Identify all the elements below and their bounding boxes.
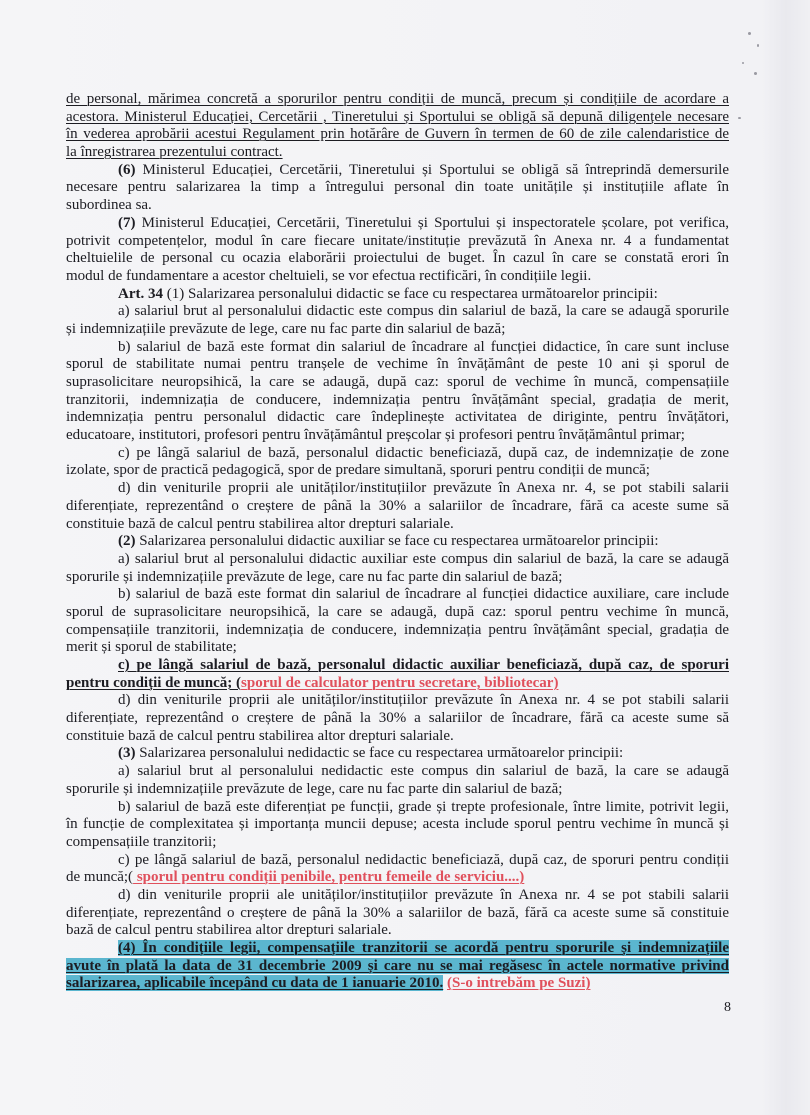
text-line (66, 286, 729, 304)
text-segment: cheltuielile de personal cu ocazia elaborării proiectului de buget. În cazul în care se constată erori în (66, 250, 729, 267)
text-line (66, 657, 729, 675)
text-segment: compensațiile tranzitorii; (66, 833, 217, 850)
text-line (66, 392, 729, 410)
text-line (66, 692, 729, 710)
text-segment: potrivit competențelor, modul în care fiecare unitate/instituție prevăzută în Anexa nr. 4 a fundamentat (66, 232, 729, 249)
text-segment: Ministerul Educației, Cercetării, Tineretului și Sportului se obligă să întreprindă demersurile (135, 161, 729, 178)
text-line (66, 91, 729, 109)
text-line (66, 869, 729, 887)
text-line (66, 710, 729, 728)
bold-text: Art. 34 (118, 285, 163, 302)
text-line (66, 922, 729, 940)
text-segment: bază de calcul pentru stabilirea altor drepturi salariale. (66, 922, 392, 939)
text-segment: subordinea sa. (66, 197, 152, 214)
text-line (66, 975, 729, 993)
text-segment: în funcție de complexitatea și importanța muncii depuse; acesta include sporul pentru vechime în muncă și (66, 816, 729, 833)
text-segment: Salarizarea personalului didactic auxiliar se face cu respectarea următoarelor principii: (135, 533, 659, 550)
text-line (66, 109, 729, 127)
text-line (66, 215, 729, 233)
text-line (66, 179, 729, 197)
highlighted-text: avute în plată la data de 31 decembrie 2009 și care nu se mai regăsesc în actele normative privind (66, 957, 729, 974)
text-segment: izolate, spor de practică pedagogică, spor de predare simultană, sporuri pentru condiții de muncă; (66, 462, 650, 479)
page-number: 8 (724, 1000, 731, 1015)
document-body (66, 91, 729, 993)
scan-speck (738, 117, 741, 119)
text-line (66, 763, 729, 781)
text-line (66, 250, 729, 268)
text-segment: compensațiile tranzitorii, indemnizația de conducere, indemnizația pentru învățământ special, gradația de (66, 621, 729, 638)
text-line (66, 834, 729, 852)
text-segment: c) pe lângă salariul de bază, personalul didactic beneficiază, după caz, de indemnizație de zone (118, 444, 729, 461)
text-line (66, 604, 729, 622)
text-segment: merit și sporul de stabilitate; (66, 639, 237, 656)
text-segment: diferențiate, reprezentând o creștere de până la 30% a salariilor de încadrare, fără ca aceste sume să (66, 497, 729, 514)
text-line (66, 462, 729, 480)
text-line (66, 268, 729, 286)
text-line (66, 940, 729, 958)
text-segment: sporul de stabilitate numai pentru tranșele de vechime în învățământ de peste 10 ani și sporul de (66, 356, 729, 373)
text-line (66, 958, 729, 976)
text-segment: (1) Salarizarea personalului didactic se face cu respectarea următoarelor principii: (163, 285, 658, 302)
text-line (66, 781, 729, 799)
text-line (66, 197, 729, 215)
text-line (66, 905, 729, 923)
text-segment: diferențiate, reprezentând o creștere de până la 30% a salariilor de încadrare, fără ca aceste sume să (66, 710, 729, 727)
text-line (66, 409, 729, 427)
text-line (66, 356, 729, 374)
text-segment: constituie bază de calcul pentru stabilirea altor drepturi salariale. (66, 515, 454, 532)
text-line (66, 516, 729, 534)
bold-text: (3) (118, 745, 136, 762)
text-line (66, 427, 729, 445)
text-segment: d) din veniturile proprii ale unităților/instituțiilor prevăzute în Anexa nr. 4, se pot stabili salarii (118, 480, 729, 497)
text-segment: Ministerul Educației, Cercetării, Tineretului și Sportului și inspectoratele școlare, pot verifica, (135, 214, 729, 231)
text-segment: b) salariul de bază este diferențiat pe funcții, grade și trepte profesionale, între limite, potrivit legii, (118, 798, 729, 815)
text-segment: d) din veniturile proprii ale unităților/instituțiilor prevăzute în Anexa nr. 4 se pot stabili salarii (118, 692, 729, 709)
scan-speck (742, 62, 744, 64)
text-line (66, 887, 729, 905)
text-segment: la înregistrarea prezentului contract. (66, 144, 283, 161)
scan-speck (757, 44, 759, 47)
text-segment: în vederea aprobării acestui Regulament prin hotărâre de Guvern în termen de 60 de zile calendaristice de (66, 126, 729, 143)
text-segment: a) salariul brut al personalului didactic auxiliar este compus din salariul de bază, la care se adaugă (118, 550, 729, 567)
text-line (66, 480, 729, 498)
text-segment: c) pe lângă salariul de bază, personalul nedidactic beneficiază, după caz, de sporuri pentru condiții (118, 851, 729, 868)
text-line (66, 852, 729, 870)
text-line (66, 622, 729, 640)
text-segment: a) salariul brut al personalului nedidactic este compus din salariul de bază, la care se adaugă (118, 763, 729, 780)
text-line (66, 569, 729, 587)
bold-text: pentru condiții de muncă; ( (66, 674, 242, 691)
scan-speck (754, 72, 757, 75)
text-segment: a) salariul brut al personalului didactic este compus din salariul de bază, la care se adaugă sporurile (118, 303, 729, 320)
text-line (66, 551, 729, 569)
text-segment: de muncă;( (66, 869, 134, 886)
text-line (66, 586, 729, 604)
text-line (66, 816, 729, 834)
text-segment: tranzitorii, indemnizația de conducere, indemnizația pentru învățământ special, gradația de merit, (66, 391, 729, 408)
highlighted-text: (4) În condițiile legii, compensațiile tranzitorii se acordă pentru sporurile și indemnizațiile (118, 940, 729, 956)
text-line (66, 144, 729, 162)
text-segment: educatoare, institutori, profesori pentru învățământul preșcolar și profesori pentru învățământul primar; (66, 427, 685, 444)
text-segment: constituie bază de calcul pentru stabilirea altor drepturi salariale. (66, 727, 454, 744)
text-line (66, 339, 729, 357)
text-segment: d) din veniturile proprii ale unităților/instituțiilor prevăzute în Anexa nr. 4 se pot stabili salarii (118, 886, 729, 903)
bold-text: (2) (118, 533, 136, 550)
text-segment: necesare pentru salarizarea la timp a întregului personal din toate unitățile și instituțiile aflate în (66, 179, 729, 196)
text-line (66, 303, 729, 321)
text-segment: indemnizația pentru personalul didactic care îndeplinește activitatea de diriginte, pentru învățători, (66, 409, 729, 426)
handwritten-annotation-red: sporul de calculator pentru secretare, bibliotecar) (241, 674, 559, 691)
text-line (66, 233, 729, 251)
text-segment: b) salariul de bază este format din salariul de încadrare al funcției didactice, în care sunt incluse (118, 338, 729, 355)
text-line (66, 374, 729, 392)
text-line (66, 533, 729, 551)
text-segment: acestora. Ministerul Educației, Cercetării , Tineretului și Sportului se obligă să depună diligențele necesare (66, 108, 729, 125)
text-segment: sporurile și indemnizațiile prevăzute de lege, care nu fac parte din salariul de bază; (66, 568, 563, 585)
text-segment: și indemnizațiile prevăzute de lege, care nu fac parte din salariul de bază; (66, 320, 506, 337)
text-segment: diferențiate, reprezentând o creștere de până la 30% a salariilor de bază, fără ca aceste sume să constituie (66, 904, 729, 921)
text-line (66, 126, 729, 144)
text-line (66, 745, 729, 763)
scan-speck (748, 32, 751, 35)
text-line (66, 162, 729, 180)
text-line (66, 498, 729, 516)
text-line (66, 639, 729, 657)
text-line (66, 321, 729, 339)
text-segment: sporurile și indemnizațiile prevăzute de lege, care nu fac parte din salariul de bază; (66, 780, 563, 797)
text-segment: modul de fundamentare a acestor cheltuieli, se vor efectua rectificări, în condițiile legii. (66, 267, 592, 284)
bold-text: c) pe lângă salariul de bază, personalul didactic auxiliar beneficiază, după caz, de sporuri (118, 657, 729, 673)
text-segment: b) salariul de bază este format din salariul de încadrare al funcției didactice auxiliare, care include (118, 586, 729, 603)
text-segment: de personal, mărimea concretă a sporurilor pentru condiții de muncă, precum și condițiile de acordare a (66, 91, 729, 107)
text-segment: Salarizarea personalului nedidactic se face cu respectarea următoarelor principii: (135, 745, 624, 762)
bold-text: (7) (118, 214, 136, 231)
handwritten-annotation-red: (S-o intrebăm pe Suzi) (446, 975, 591, 992)
highlighted-text: salarizarea, aplicabile începând cu data de 1 ianuarie 2010. (66, 975, 444, 992)
text-segment: sporul de suprasolicitare neuropsihică, la care se adaugă, după caz: sporul pentru vechime în muncă, (66, 603, 729, 620)
text-line (66, 799, 729, 817)
handwritten-annotation-red: sporul pentru condiții penibile, pentru femeile de serviciu....) (133, 869, 525, 886)
text-line (66, 445, 729, 463)
text-line (66, 675, 729, 693)
text-segment: suprasolicitare neuropsihică, la care se adaugă, după caz: sporul de vechime în muncă, compensațiile (66, 374, 729, 390)
text-line (66, 728, 729, 746)
bold-text: (6) (118, 161, 136, 178)
